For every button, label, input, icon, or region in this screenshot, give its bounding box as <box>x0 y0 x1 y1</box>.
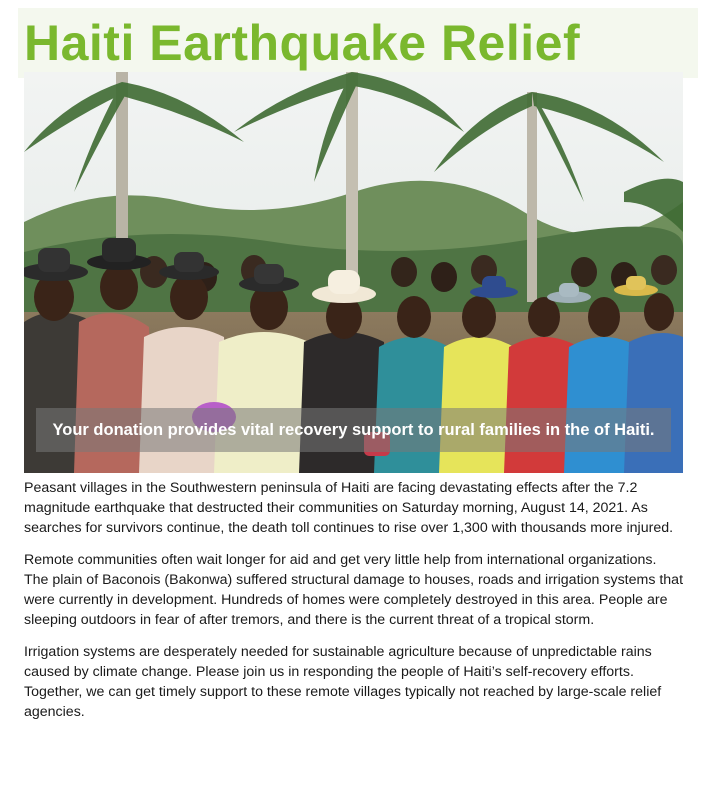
hero-photo <box>24 72 683 473</box>
photo-caption: Your donation provides vital recovery support to rural families in the of Haiti. <box>36 408 671 452</box>
paragraph-irrigation: Irrigation systems are desperately needed for sustainable agriculture because of unpredictable rains caused by climate change. Please join us in responding the people of Haiti’s self-recovery efforts. Together, we can get timely support to these remote villages typically not reached by large-scale relief agencies. <box>24 644 662 720</box>
page-title: Haiti Earthquake Relief <box>24 15 581 71</box>
paragraph-intro: Peasant villages in the Southwestern peninsula of Haiti are facing devastating effects after the 7.2 magnitude earthquake that destructed their communities on Saturday morning, August 14, 2021. As searches for survivors continue, the death toll continues to rise over 1,300 with thousands more injured. <box>24 480 674 536</box>
paragraph-remote-communities: Remote communities often wait longer for aid and get very little help from international organizations. The plain of Baconois (Bakonwa) suffered structural damage to houses, roads and irrigation systems that were currently in development. Hundreds of homes were completely destroyed in this area. People are sleeping outdoors in fear of after tremors, and there is the current threat of a tropical storm. <box>24 552 684 628</box>
article-body <box>24 478 684 734</box>
title-banner <box>18 8 698 78</box>
